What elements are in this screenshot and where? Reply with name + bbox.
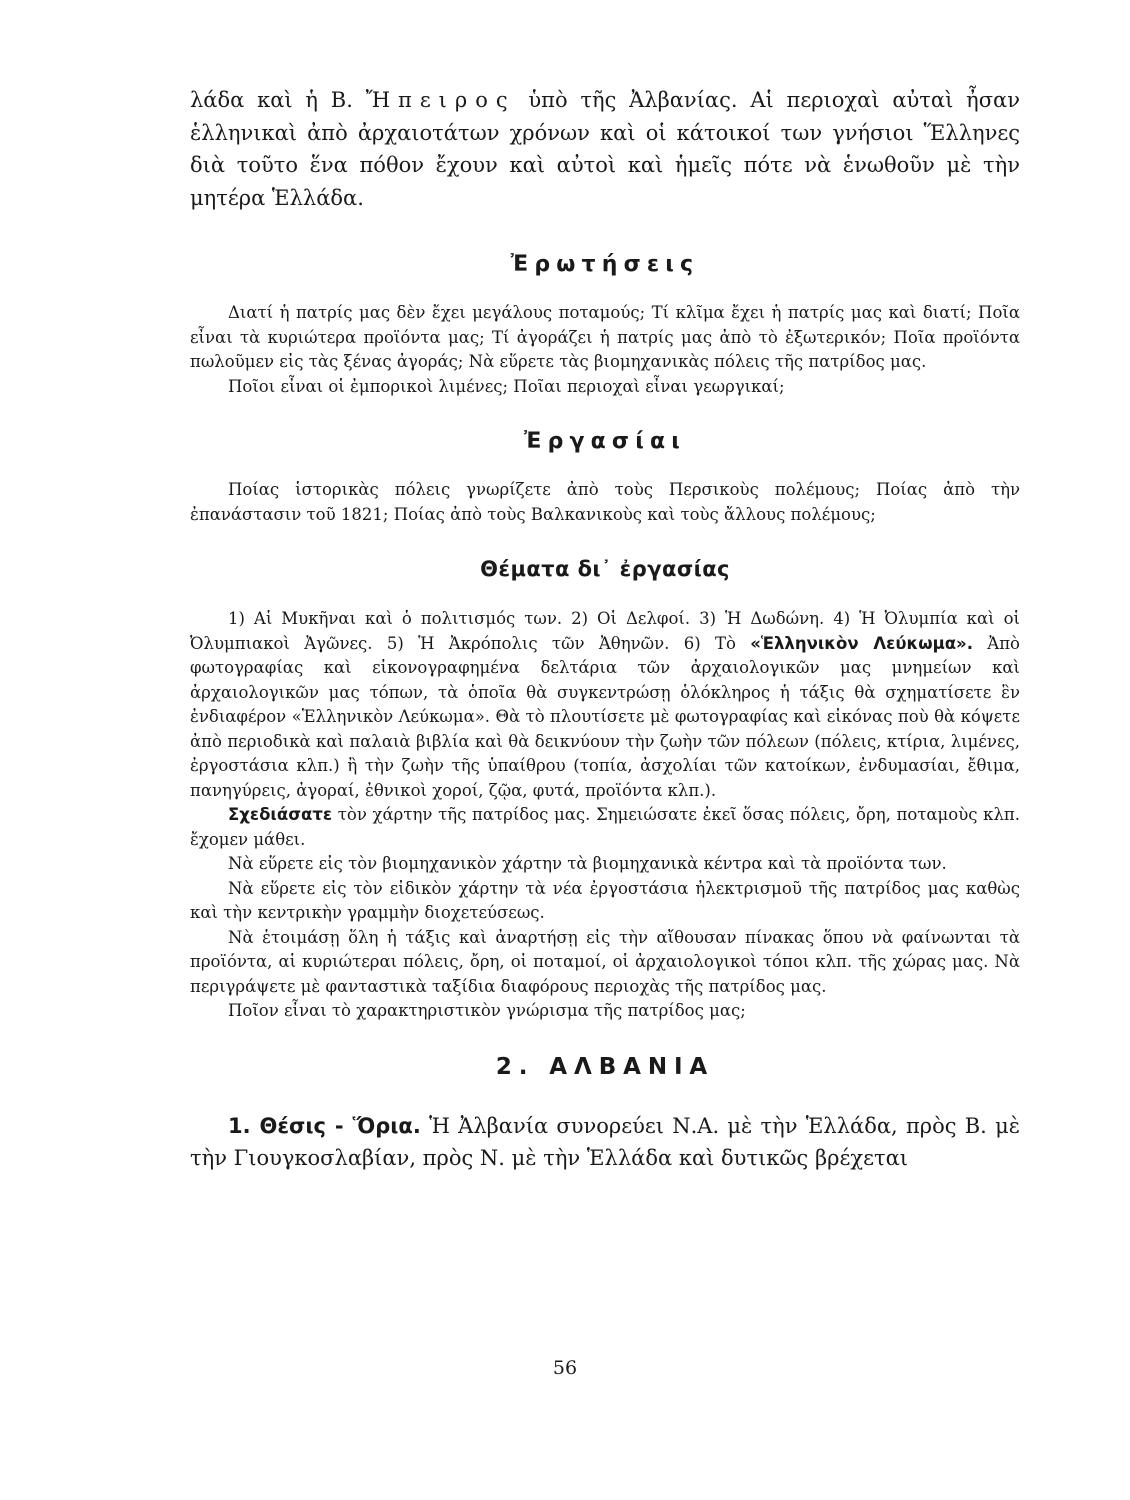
topics-paragraph-4: Νὰ εὕρετε εἰς τὸν εἰδικὸν χάρτην τὰ νέα ἐργοστάσια ἠλεκτρισμοῦ τῆς πατρίδος μας καθὼς καὶ τὴν κεντρικὴν γραμμὴν διοχετεύσεως. [190, 878, 1020, 922]
topics-text-a: 1) Αἱ Μυκῆναι καὶ ὁ πολιτισμός των. 2) Οἱ Δελφοί. 3) Ἡ Δωδώνη. 4) Ἡ Ὀλυμπία καὶ οἱ Ὀλυμπιακοὶ Ἀγῶνες. 5) Ἡ Ἀκρόπολις τῶν Ἀθηνῶν. 6) Τὸ [190, 609, 1020, 653]
topics-text-b: Ἀπὸ φωτογραφίας καὶ εἰκονογραφημένα δελτάρια τῶν ἀρχαιολογικῶν μας μνημείων καὶ ἀρχαιολογικῶν μας τόπων, τὰ ὁποῖα θὰ συγκεντρώσῃ ὁλόκληρος ἡ τάξις θὰ σχηματίσετε ἓν ἐνδιαφέρον «Ἑλληνικὸν Λεύκωμα». Θὰ τὸ πλουτίσετε μὲ φωτογραφίας καὶ εἰκόνας ποὺ θὰ κόψετε ἀπὸ περιοδικὰ καὶ παλαιὰ βιβλία καὶ θὰ δεικνύουν τὴν ζωὴν τῶν πόλεων (πόλεις, κτίρια, λιμένες, ἐργοστάσια κλπ.) ἢ τὴν ζωὴν τῆς ὑπαίθρου (τοπία, ἀσχολίαι τῶν κατοίκων, ἐνδυμασίαι, ἔθιμα, πανηγύρεις, ἀγοραί, ἐθνικοὶ χοροί, ζῷα, φυτά, προϊόντα κλπ.). [190, 633, 1020, 800]
albania-paragraph [190, 1110, 1020, 1175]
works-paragraph: Ποίας ἱστορικὰς πόλεις γνωρίζετε ἀπὸ τοὺς Περσικοὺς πολέμους; Ποίας ἀπὸ τὴν ἐπανάστασιν τοῦ 1821; Ποίας ἀπὸ τοὺς Βαλκανικοὺς καὶ τοὺς ἄλλους πολέμους; [190, 480, 1020, 524]
intro-text-start: λάδα καὶ ἡ Β. [190, 88, 366, 112]
questions-heading: Ἐρωτήσεις [510, 252, 700, 277]
page-number: 56 [552, 1357, 578, 1379]
questions-paragraph-2: Ποῖοι εἶναι οἱ ἐμπορικοὶ λιμένες; Ποῖαι περιοχαὶ εἶναι γεωργικαί; [228, 376, 785, 396]
albania-text: Ἡ Ἀλβανία συνορεύει Ν.Α. μὲ τὴν Ἑλλάδα, πρὸς Β. μὲ τὴν Γιουγκοσλαβίαν, πρὸς Ν. μὲ τὴν Ἑλλάδα καὶ δυτικῶς βρέχεται [190, 1113, 1021, 1170]
chapter-heading-albania: 2. ΑΛΒΑΝΙΑ [495, 1053, 715, 1080]
topics-paragraph-5: Νὰ ἑτοιμάσῃ ὅλη ἡ τάξις καὶ ἀναρτήσῃ εἰς τὴν αἴθουσαν πίνακας ὅπου νὰ φαίνωνται τὰ προϊόντα, αἱ κυριώτεραι πόλεις, ὄρη, οἱ ποταμοί, οἱ ἀρχαιολογικοὶ τόποι κλπ. τῆς χώρας μας. Νὰ περιγράψετε μὲ φανταστικὰ ταξίδια διαφόρους περιοχὰς τῆς πατρίδος μας. [190, 927, 1020, 996]
epirus-spaced-word: Ἤπειρος [365, 88, 516, 112]
position-borders-label: 1. Θέσις - Ὅρια. [228, 1113, 421, 1138]
topics-paragraph-2 [190, 803, 1020, 852]
topics-paragraph-6: Ποῖον εἶναι τὸ χαρακτηριστικὸν γνώρισμα τῆς πατρίδος μας; [228, 1001, 746, 1020]
album-bold-title: «Ἑλληνικὸν Λεύκωμα». [750, 633, 973, 653]
draw-bold-word: Σχεδιάσατε [228, 805, 333, 824]
topics-heading: Θέματα δι᾽ ἐργασίας [480, 557, 730, 581]
intro-text-rest: ὑπὸ τῆς Ἀλβανίας. Αἱ περιοχαὶ αὐταὶ ἦσαν ἑλληνικαὶ ἀπὸ ἀρχαιοτάτων χρόνων καὶ οἱ κάτοικοί των γνήσιοι Ἕλληνες διὰ τοῦτο ἕνα πόθον ἔχουν καὶ αὐτοὶ καὶ ἡμεῖς πότε νὰ ἑνωθοῦν μὲ τὴν μητέρα Ἑλλάδα. [190, 88, 1020, 210]
topics-paragraph-3: Νὰ εὕρετε εἰς τὸν βιομηχανικὸν χάρτην τὰ βιομηχανικὰ κέντρα καὶ τὰ προϊόντα των. [228, 854, 947, 873]
intro-paragraph [190, 84, 1020, 214]
topics-text-c: τὸν χάρτην τῆς πατρίδος μας. Σημειώσατε ἐκεῖ ὅσας πόλεις, ὄρη, ποταμοὺς κλπ. ἔχομεν μάθει. [190, 805, 1020, 849]
works-heading: Ἐργασίαι [524, 429, 686, 454]
topics-paragraph-1 [190, 607, 1020, 803]
questions-paragraph-1: Διατί ἡ πατρίς μας δὲν ἔχει μεγάλους ποταμούς; Τί κλῖμα ἔχει ἡ πατρίς μας καὶ διατί; Ποῖα εἶναι τὰ κυριώτερα προϊόντα μας; Τί ἀγοράζει ἡ πατρίς μας ἀπὸ τὸ ἐξωτερικόν; Ποῖα προϊόντα πωλοῦμεν εἰς τὰς ξένας ἀγοράς; Νὰ εὕρετε τὰς βιομηχανικὰς πόλεις τῆς πατρίδος μας. [190, 303, 1020, 371]
